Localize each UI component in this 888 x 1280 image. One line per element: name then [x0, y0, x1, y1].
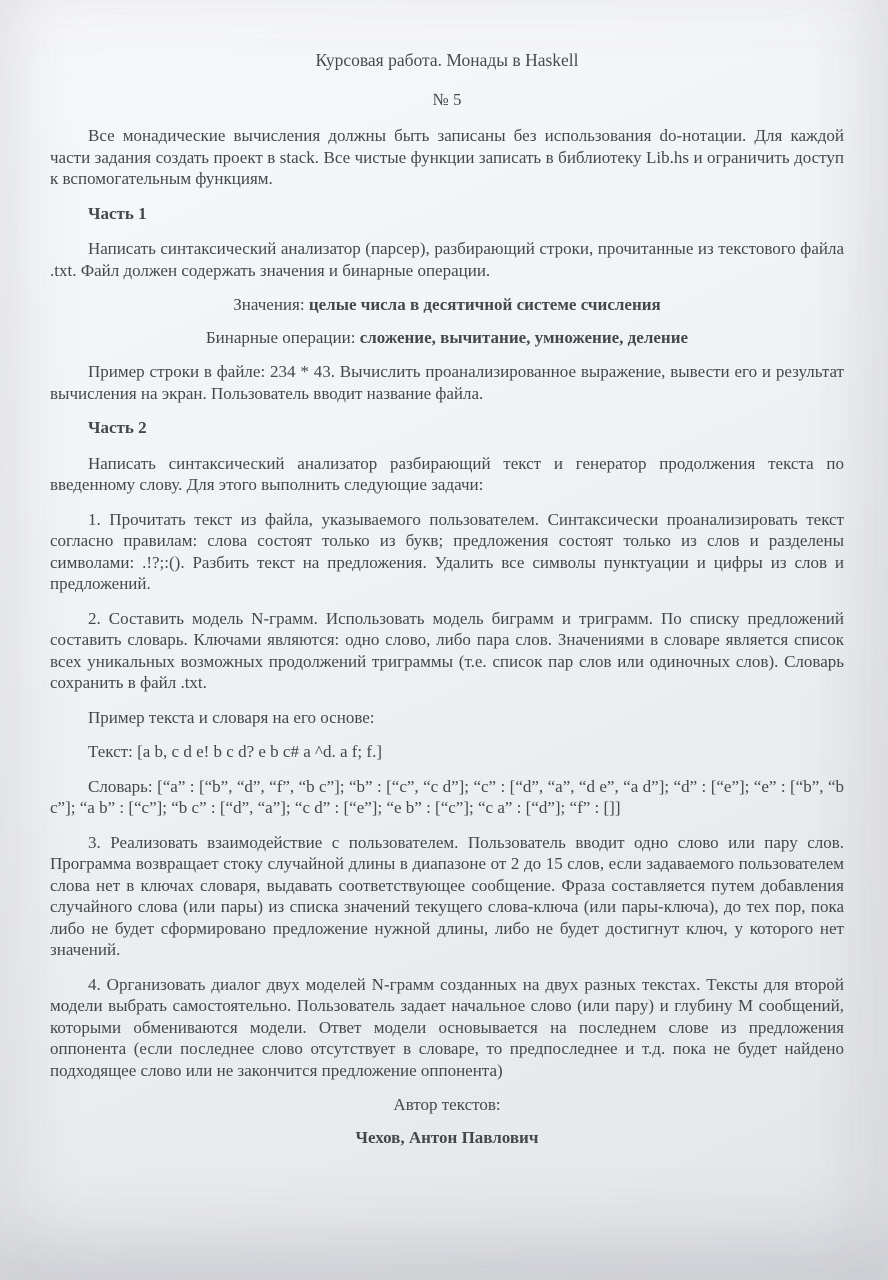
values-line [50, 294, 844, 316]
task-2-paragraph: 2. Составить модель N-грамм. Использовать модель биграмм и триграмм. По списку предложений составить словарь. Ключами являются: одно слово, либо пара слов. Значениями в словаре является список всех уникальных возможных продолжений триграммы (т.е. список пар слов или одиночных слов). Словарь сохранить в файл .txt. [50, 608, 844, 692]
part1-example-paragraph: Пример строки в файле: 234 * 43. Вычислить проанализированное выражение, вывести его и результат вычисления на экран. Пользователь вводит название файла. [50, 362, 844, 403]
variant-number: № 5 [432, 89, 462, 109]
operations-label: Бинарные операции: [205, 327, 360, 347]
intro-paragraph: Все монадические вычисления должны быть записаны без использования do-нотации. Для каждой части задания создать проект в stack. Все чистые функции записать в библиотеку Lib.hs и ограничить доступ к вспомогательным функциям. [50, 126, 844, 188]
task-4-paragraph: 4. Организовать диалог двух моделей N-грамм созданных на двух разных текстах. Тексты для второй модели выбрать самостоятельно. Пользователь задает начальное слово (или пару) и глубину М сообщений, которыми обмениваются модели. Ответ модели основывается на последнем слове из предложения оппонента (если последнее слово отсутствует в словаре, то предпоследнее и т.д. пока не будет найдено подходящее слово или не закончится предложение оппонента) [50, 974, 844, 1080]
example-dictionary-paragraph: Словарь: [“a” : [“b”, “d”, “f”, “b c”]; “b” : [“c”, “c d”]; “c” : [“d”, “a”, “d e”, “a d”]; “d” : [“e”]; “e” : [“b”, “b c”]; “a b” : [“c”]; “b c” : [“d”, “a”]; “c d” : [“e”]; “e b” : [“c”]; “c a” : [“d”]; “f” : []] [50, 776, 844, 817]
values-text: целые числа в десятичной системе счисления [308, 295, 661, 314]
document-title: Курсовая работа. Монады в Haskell [315, 50, 579, 70]
task-1-paragraph: 1. Прочитать текст из файла, указываемого пользователем. Синтаксически проанализировать текст согласно правилам: слова состоят только из букв; предложения состоят только из слов и разделены символами: .!?;:(). Разбить текст на предложения. Удалить все символы пунктуации и цифры из слов и предложений. [50, 509, 844, 593]
values-label: Значения: [233, 295, 309, 314]
part2-heading: Часть 2 [88, 418, 147, 437]
example-text-line: Текст: [a b, c d e! b c d? e b c# a ^d. a f; f.] [88, 742, 382, 761]
operations-line [50, 327, 844, 349]
task-3-paragraph: 3. Реализовать взаимодействие с пользователем. Пользователь вводит одно слово или пару слов. Программа возвращает стоку случайной длины в диапазоне от 2 до 15 слов, если задаваемого пользователем слова нет в ключах словаря, выдавать соответствующее сообщение. Фраза составляется путем добавления случайного слова (или пары) из списка значений текущего слова-ключа (или пары-ключа), до тех пор, пока либо не будет сформировано предложение нужной длины, либо не будет достигнут ключ, у которого нет значений. [50, 832, 844, 959]
author-label: Автор текстов: [393, 1095, 501, 1114]
author-name: Чехов, Антон Павлович [355, 1127, 539, 1147]
part1-task-paragraph: Написать синтаксический анализатор (парсер), разбирающий строки, прочитанные из текстового файла .txt. Файл должен содержать значения и бинарные операции. [50, 239, 844, 280]
part1-heading: Часть 1 [88, 203, 147, 223]
part2-intro-paragraph: Написать синтаксический анализатор разбирающий текст и генератор продолжения текста по введенному слову. Для этого выполнить следующие задачи: [50, 453, 844, 494]
operations-text: сложение, вычитание, умножение, деление [359, 327, 689, 347]
example-intro-line: Пример текста и словаря на его основе: [88, 707, 375, 727]
